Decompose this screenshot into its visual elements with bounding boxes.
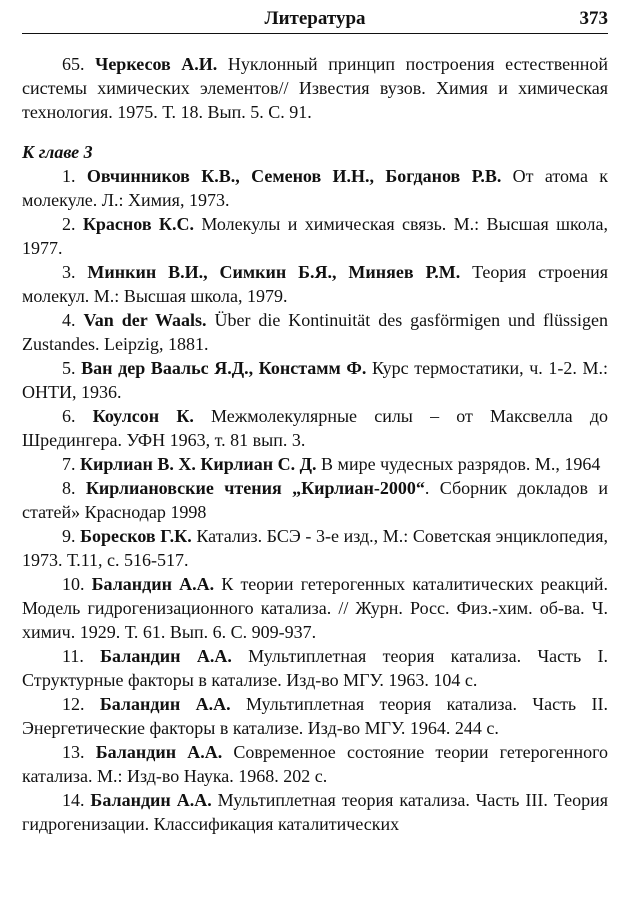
reference-item [22,524,608,572]
reference-number: 2. [62,214,76,234]
reference-text: Мультиплетная теория катализа. Часть I. Структурные факторы в катализе. Изд-во МГУ. 1963. 104 с. [22,646,608,690]
reference-number: 1. [62,166,76,186]
reference-authors: Van der Waals. [83,310,207,330]
reference-authors: Черкесов А.И. [95,54,218,74]
reference-number: 14. [62,790,85,810]
reference-item [22,212,608,260]
reference-number: 9. [62,526,76,546]
reference-text: Молекулы и химическая связь. М.: Высшая школа, 1977. [22,214,609,258]
reference-text: Катализ. БСЭ - 3-е изд., М.: Советская энциклопедия, 1973. Т.11, с. 516-517. [22,526,608,570]
reference-item [22,356,608,404]
reference-number: 10. [62,574,85,594]
reference-authors: Боресков Г.К. [80,526,192,546]
reference-authors: Овчинников К.В., Семенов И.Н., Богданов Р.В. [86,166,502,186]
reference-text: . Сборник докладов и статей» Краснодар 1998 [22,478,609,522]
reference-item [22,308,608,356]
chapter-heading: К главе 3 [22,142,93,162]
reference-authors: Баландин А.А. [91,574,215,594]
reference-number: 7. [62,454,76,474]
reference-text: Über die Kontinuität des gasförmigen und flüssigen Zustandes. Leipzig, 1881. [22,310,608,354]
reference-item [22,788,608,836]
reference-text: От атома к молекуле. Л.: Химия, 1973. [22,166,608,210]
reference-item [22,692,608,740]
page [22,8,608,836]
reference-text: Теория строения молекул. М.: Высшая школа, 1979. [22,262,609,306]
reference-number: 8. [62,478,76,498]
reference-authors: Коулсон К. [92,406,194,426]
reference-number: 3. [62,262,76,282]
reference-number: 12. [62,694,85,714]
reference-number: 5. [62,358,76,378]
reference-text: Курс термостатики, ч. 1-2. М.: ОНТИ, 1936. [22,358,608,402]
running-header [22,8,608,34]
reference-text: Мультиплетная теория катализа. Часть III. Теория гидрогенизации. Классификация каталитических [22,790,609,834]
reference-text: В мире чудесных разрядов. М., 1964 [316,454,601,474]
reference-text: Современное состояние теории гетерогенного катализа. М.: Изд-во Наука. 1968. 202 с. [22,742,609,786]
reference-number: 6. [62,406,76,426]
reference-text: К теории гетерогенных каталитических реакций. Модель гидрогенизационного катализа. // Журн. Росс. Физ.-хим. об-ва. Ч. химич. 1929. Т. 61. Вып. 6. С. 909-937. [22,574,609,642]
reference-authors: Баландин А.А. [95,742,223,762]
reference-item [22,452,608,476]
reference-authors: Краснов К.С. [82,214,194,234]
reference-authors: Баландин А.А. [99,694,231,714]
reference-item [22,740,608,788]
reference-text: Нуклонный принцип построения естественной системы химических элементов// Известия вузов. Химия и химическая технология. 1975. Т. 18. Вып. 5. С. 91. [22,54,609,122]
reference-authors: Баландин А.А. [100,646,232,666]
reference-item [22,164,608,212]
reference-item [22,476,608,524]
reference-item [22,572,608,644]
reference-authors: Кирлиан В. Х. Кирлиан С. Д. [80,454,317,474]
reference-authors: Баландин А.А. [90,790,212,810]
reference-item [22,404,608,452]
reference-number: 11. [62,646,84,666]
reference-authors: Ван дер Ваальс Я.Д., Констамм Ф. [81,358,367,378]
page-number: 373 [579,8,608,29]
reference-item [22,52,608,124]
reference-text: Мультиплетная теория катализа. Часть II. Энергетические факторы в катализе. Изд-во МГУ. 1964. 244 с. [22,694,608,738]
reference-number: 4. [62,310,76,330]
reference-authors: Кирлиановские чтения „Кирлиан-2000“ [85,478,425,498]
reference-item [22,260,608,308]
running-title: Литература [264,8,366,29]
reference-number: 13. [62,742,85,762]
reference-number: 65. [62,54,85,74]
reference-item [22,644,608,692]
reference-text: Межмолекулярные силы – от Максвелла до Шредингера. УФН 1963, т. 81 вып. 3. [22,406,608,450]
reference-authors: Минкин В.И., Симкин Б.Я., Миняев Р.М. [87,262,461,282]
